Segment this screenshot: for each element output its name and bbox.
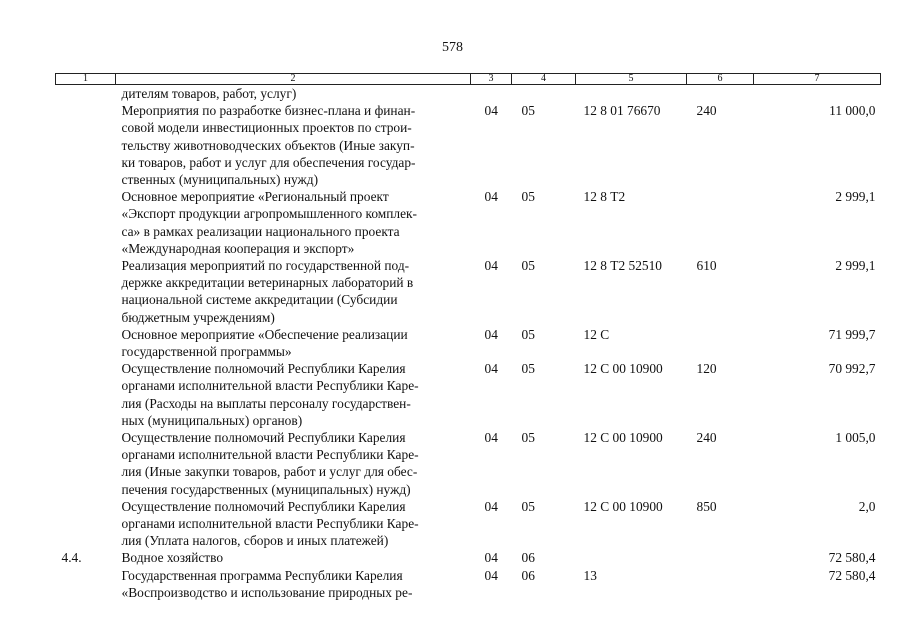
description-line: ственных (муниципальных) нужд) <box>121 172 319 188</box>
section-number-cell <box>56 429 116 498</box>
description-line: лия (Уплата налогов, сборов и иных платежей) <box>121 533 389 549</box>
section-number-cell <box>56 85 116 103</box>
expense-type-code-cell <box>687 567 754 601</box>
target-item-code-cell: 12 С 00 10900 <box>583 498 663 514</box>
target-item-code-cell: 12 8 01 76670 <box>583 103 661 119</box>
section-code-cell: 04 <box>484 103 498 119</box>
description-line: ных (муниципальных) органов) <box>121 412 303 428</box>
subsection-code-cell: 05 <box>521 258 535 274</box>
expense-type-code-cell: 610 <box>696 258 717 274</box>
page-number: 578 <box>442 40 463 55</box>
target-item-code-cell: 12 С <box>583 326 610 342</box>
amount-cell: 70 992,7 <box>828 361 876 377</box>
target-item-code-cell <box>576 85 687 103</box>
description-line: лия (Расходы на выплаты персоналу государствен- <box>121 395 411 411</box>
table-row <box>56 188 881 257</box>
description-cell <box>116 102 471 188</box>
subsection-code-cell: 06 <box>521 567 535 583</box>
amount-cell: 11 000,0 <box>829 103 876 119</box>
section-number-cell: 4.4. <box>61 550 82 566</box>
description-line: ки товаров, работ и услуг для обеспечения государ- <box>121 154 416 170</box>
description-line: «Воспроизводство и использование природных ре- <box>121 584 413 600</box>
description-cell <box>116 498 471 550</box>
description-line: Водное хозяйство <box>121 550 224 566</box>
description-line: совой модели инвестиционных проектов по строи- <box>121 120 412 136</box>
section-number-cell <box>56 567 116 601</box>
subsection-code-cell: 05 <box>521 430 535 446</box>
column-number: 3 <box>471 74 512 85</box>
subsection-code-cell: 06 <box>521 550 535 566</box>
description-line: Мероприятия по разработке бизнес-плана и финан- <box>121 103 416 119</box>
section-number-cell <box>56 102 116 188</box>
section-code-cell: 04 <box>484 498 498 514</box>
description-line: органами исполнительной власти Республики Каре- <box>121 447 419 463</box>
section-code-cell: 04 <box>484 189 498 205</box>
expense-type-code-cell: 240 <box>696 430 717 446</box>
description-line: Осуществление полномочий Республики Карелия <box>121 361 406 377</box>
description-line: органами исполнительной власти Республики Каре- <box>121 378 419 394</box>
target-item-code-cell: 12 С 00 10900 <box>583 361 663 377</box>
description-cell <box>116 429 471 498</box>
description-line: «Международная кооперация и экспорт» <box>121 240 355 256</box>
subsection-code-cell: 05 <box>521 326 535 342</box>
table-row <box>56 498 881 550</box>
subsection-code-cell: 05 <box>521 103 535 119</box>
description-cell <box>116 188 471 257</box>
table-row <box>56 102 881 188</box>
table-row <box>56 549 881 566</box>
section-code-cell: 04 <box>484 550 498 566</box>
subsection-code-cell: 05 <box>521 498 535 514</box>
description-line: Государственная программа Республики Карелия <box>121 567 403 583</box>
section-code-cell <box>471 85 512 103</box>
description-line: Осуществление полномочий Республики Карелия <box>121 430 406 446</box>
section-code-cell: 04 <box>484 326 498 342</box>
description-line: государственной программы» <box>121 344 292 360</box>
section-code-cell: 04 <box>484 258 498 274</box>
description-cell <box>116 257 471 326</box>
amount-cell: 2,0 <box>858 498 876 514</box>
target-item-code-cell: 12 8 Т2 <box>583 189 626 205</box>
section-code-cell: 04 <box>484 430 498 446</box>
description-line: бюджетным учреждениям) <box>121 309 275 325</box>
amount-cell: 72 580,4 <box>828 567 876 583</box>
subsection-code-cell: 05 <box>521 189 535 205</box>
expense-type-code-cell <box>687 188 754 257</box>
table-row <box>56 85 881 103</box>
subsection-code-cell: 05 <box>521 361 535 377</box>
description-line: тельству животноводческих объектов (Иные закуп- <box>121 137 415 153</box>
amount-cell: 72 580,4 <box>828 550 876 566</box>
expense-type-code-cell: 120 <box>696 361 717 377</box>
description-cell <box>116 567 471 601</box>
column-number: 4 <box>512 74 576 85</box>
expense-type-code-cell <box>687 549 754 566</box>
target-item-code-cell: 13 <box>583 567 597 583</box>
amount-cell <box>754 85 881 103</box>
description-line: дителям товаров, работ, услуг) <box>121 86 297 101</box>
description-line: Осуществление полномочий Республики Карелия <box>121 498 406 514</box>
column-number: 7 <box>754 74 881 85</box>
description-line: «Экспорт продукции агропромышленного комплек- <box>121 206 418 222</box>
description-cell <box>116 360 471 429</box>
description-line: органами исполнительной власти Республики Каре- <box>121 516 419 532</box>
table-row <box>56 326 881 360</box>
column-number: 5 <box>576 74 687 85</box>
column-number-row <box>56 74 881 85</box>
section-number-cell <box>56 188 116 257</box>
table-row <box>56 567 881 601</box>
amount-cell: 71 999,7 <box>828 326 876 342</box>
amount-cell: 2 999,1 <box>835 258 876 274</box>
section-number-cell <box>56 360 116 429</box>
budget-table <box>55 73 881 601</box>
description-line: национальной системе аккредитации (Субсидии <box>121 292 398 308</box>
description-line: лия (Иные закупки товаров, работ и услуг для обес- <box>121 464 418 480</box>
column-number: 2 <box>116 74 471 85</box>
description-line: Основное мероприятие «Региональный проект <box>121 189 389 205</box>
amount-cell: 2 999,1 <box>835 189 876 205</box>
description-cell <box>116 549 471 566</box>
section-code-cell: 04 <box>484 361 498 377</box>
expense-type-code-cell <box>687 326 754 360</box>
table-body <box>56 85 881 602</box>
section-number-cell <box>56 498 116 550</box>
table-row <box>56 257 881 326</box>
description-line: Реализация мероприятий по государственной под- <box>121 258 410 274</box>
table-row <box>56 429 881 498</box>
column-number: 1 <box>56 74 116 85</box>
target-item-code-cell <box>576 549 687 566</box>
expense-type-code-cell <box>687 85 754 103</box>
description-line: Основное мероприятие «Обеспечение реализации <box>121 326 408 342</box>
table-header <box>56 74 881 85</box>
description-cell <box>116 85 471 103</box>
description-line: печения государственных (муниципальных) нужд) <box>121 481 411 497</box>
amount-cell: 1 005,0 <box>835 430 876 446</box>
description-line: са» в рамках реализации национального проекта <box>121 223 400 239</box>
expense-type-code-cell: 240 <box>696 103 717 119</box>
section-number-cell <box>56 257 116 326</box>
section-number-cell <box>56 326 116 360</box>
target-item-code-cell: 12 С 00 10900 <box>583 430 663 446</box>
target-item-code-cell: 12 8 Т2 52510 <box>583 258 662 274</box>
description-line: держке аккредитации ветеринарных лабораторий в <box>121 275 414 291</box>
table-row <box>56 360 881 429</box>
section-code-cell: 04 <box>484 567 498 583</box>
expense-type-code-cell: 850 <box>696 498 717 514</box>
subsection-code-cell <box>512 85 576 103</box>
column-number: 6 <box>687 74 754 85</box>
description-cell <box>116 326 471 360</box>
